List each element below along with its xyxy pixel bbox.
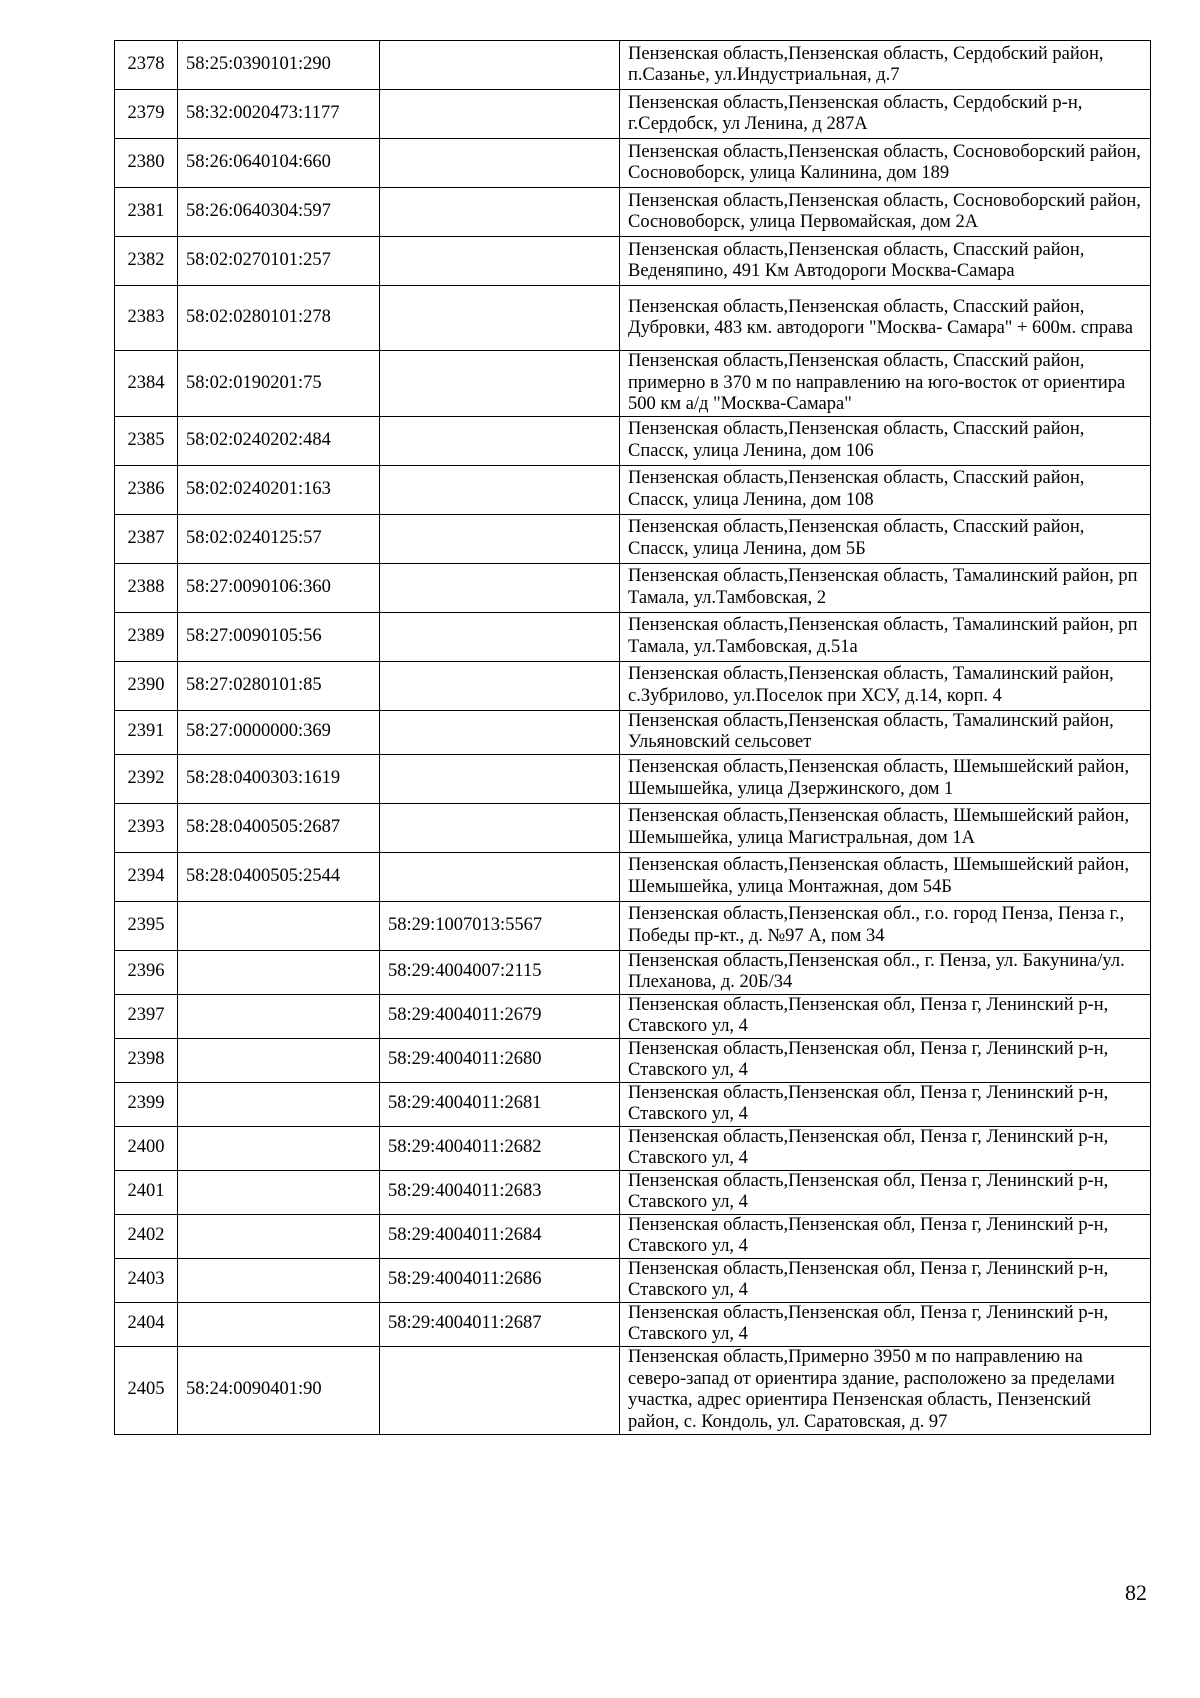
row-number-cell: 2392: [115, 754, 178, 803]
building-cadastral-number-cell: 58:29:4004011:2683: [380, 1170, 620, 1214]
table-row: [115, 803, 1151, 852]
row-number-cell: 2385: [115, 416, 178, 465]
building-cadastral-number-cell: [380, 465, 620, 514]
row-number-cell: 2383: [115, 286, 178, 351]
table-row: [115, 612, 1151, 661]
address-cell: Пензенская область,Пензенская область, Спасский район, Спасск, улица Ленина, дом 106: [620, 416, 1151, 465]
table-row: [115, 465, 1151, 514]
table-row: [115, 754, 1151, 803]
table-row: [115, 950, 1151, 994]
row-number-cell: 2381: [115, 188, 178, 237]
cadastral-number-cell: 58:27:0090105:56: [178, 612, 380, 661]
cadastral-number-cell: [178, 1126, 380, 1170]
building-cadastral-number-cell: [380, 41, 620, 90]
address-cell: Пензенская область,Пензенская область, Спасский район, Спасск, улица Ленина, дом 5Б: [620, 514, 1151, 563]
cadastral-number-cell: 58:32:0020473:1177: [178, 90, 380, 139]
row-number-cell: 2393: [115, 803, 178, 852]
row-number-cell: 2400: [115, 1126, 178, 1170]
address-cell: Пензенская область,Пензенская обл, Пенза г, Ленинский р-н, Ставского ул, 4: [620, 1170, 1151, 1214]
table-row: [115, 416, 1151, 465]
building-cadastral-number-cell: 58:29:4004011:2684: [380, 1214, 620, 1258]
row-number-cell: 2378: [115, 41, 178, 90]
cadastral-number-cell: [178, 1302, 380, 1346]
building-cadastral-number-cell: [380, 754, 620, 803]
table-row: [115, 41, 1151, 90]
address-cell: Пензенская область,Пензенская область, Тамалинский район, Ульяновский сельсовет: [620, 710, 1151, 754]
address-cell: Пензенская область,Пензенская область, Спасский район, Дубровки, 483 км. автодороги "Москва- Самара" + 600м. справа: [620, 286, 1151, 351]
row-number-cell: 2384: [115, 351, 178, 417]
row-number-cell: 2401: [115, 1170, 178, 1214]
address-cell: Пензенская область,Пензенская область, Сердобский район, п.Сазанье, ул.Индустриальная, д.7: [620, 41, 1151, 90]
building-cadastral-number-cell: [380, 1346, 620, 1434]
building-cadastral-number-cell: [380, 286, 620, 351]
cadastral-number-cell: 58:24:0090401:90: [178, 1346, 380, 1434]
cadastral-number-cell: [178, 950, 380, 994]
building-cadastral-number-cell: [380, 852, 620, 901]
row-number-cell: 2398: [115, 1038, 178, 1082]
building-cadastral-number-cell: [380, 563, 620, 612]
row-number-cell: 2394: [115, 852, 178, 901]
row-number-cell: 2379: [115, 90, 178, 139]
table-row: [115, 139, 1151, 188]
table-row: [115, 1126, 1151, 1170]
address-cell: Пензенская область,Пензенская область, Спасский район, Спасск, улица Ленина, дом 108: [620, 465, 1151, 514]
address-cell: Пензенская область,Пензенская область, Тамалинский район, рп Тамала, ул.Тамбовская, 2: [620, 563, 1151, 612]
row-number-cell: 2388: [115, 563, 178, 612]
table-row: [115, 661, 1151, 710]
table-row: [115, 286, 1151, 351]
row-number-cell: 2396: [115, 950, 178, 994]
table-row: [115, 1346, 1151, 1434]
address-cell: Пензенская область,Пензенская область, Спасский район, примерно в 370 м по направлению на юго-восток от ориентира 500 км а/д "Москва-Самара": [620, 351, 1151, 417]
row-number-cell: 2387: [115, 514, 178, 563]
cadastral-number-cell: 58:02:0240201:163: [178, 465, 380, 514]
address-cell: Пензенская область,Пензенская обл, Пенза г, Ленинский р-н, Ставского ул, 4: [620, 994, 1151, 1038]
cadastral-number-cell: 58:28:0400505:2687: [178, 803, 380, 852]
building-cadastral-number-cell: [380, 416, 620, 465]
table-row: [115, 852, 1151, 901]
cadastral-number-cell: 58:02:0240202:484: [178, 416, 380, 465]
cadastral-number-cell: [178, 901, 380, 950]
cadastral-number-cell: 58:27:0090106:360: [178, 563, 380, 612]
building-cadastral-number-cell: [380, 351, 620, 417]
table-row: [115, 563, 1151, 612]
building-cadastral-number-cell: [380, 612, 620, 661]
building-cadastral-number-cell: [380, 710, 620, 754]
building-cadastral-number-cell: [380, 139, 620, 188]
table-row: [115, 90, 1151, 139]
address-cell: Пензенская область,Примерно 3950 м по направлению на северо-запад от ориентира здание, расположено за пределами участка, адрес ориентира Пензенская область, Пензенский район, с. Кондоль, ул. Саратовская, д. 97: [620, 1346, 1151, 1434]
row-number-cell: 2395: [115, 901, 178, 950]
building-cadastral-number-cell: [380, 514, 620, 563]
table-row: [115, 1170, 1151, 1214]
building-cadastral-number-cell: [380, 237, 620, 286]
row-number-cell: 2389: [115, 612, 178, 661]
address-cell: Пензенская область,Пензенская область, Сосновоборский район, Сосновоборск, улица Калинина, дом 189: [620, 139, 1151, 188]
table-row: [115, 1258, 1151, 1302]
building-cadastral-number-cell: 58:29:1007013:5567: [380, 901, 620, 950]
cadastral-number-cell: [178, 1038, 380, 1082]
table-row: [115, 237, 1151, 286]
cadastral-number-cell: [178, 1170, 380, 1214]
building-cadastral-number-cell: 58:29:4004011:2682: [380, 1126, 620, 1170]
address-cell: Пензенская область,Пензенская область, Сердобский р-н, г.Сердобск, ул Ленина, д 287А: [620, 90, 1151, 139]
cadastral-number-cell: 58:02:0190201:75: [178, 351, 380, 417]
row-number-cell: 2390: [115, 661, 178, 710]
property-registry-table: [114, 40, 1151, 1435]
cadastral-number-cell: 58:02:0280101:278: [178, 286, 380, 351]
address-cell: Пензенская область,Пензенская обл, Пенза г, Ленинский р-н, Ставского ул, 4: [620, 1126, 1151, 1170]
cadastral-number-cell: 58:28:0400505:2544: [178, 852, 380, 901]
address-cell: Пензенская область,Пензенская обл, Пенза г, Ленинский р-н, Ставского ул, 4: [620, 1302, 1151, 1346]
table-row: [115, 1302, 1151, 1346]
table-row: [115, 994, 1151, 1038]
cadastral-number-cell: 58:26:0640104:660: [178, 139, 380, 188]
address-cell: Пензенская область,Пензенская обл, Пенза г, Ленинский р-н, Ставского ул, 4: [620, 1082, 1151, 1126]
building-cadastral-number-cell: 58:29:4004011:2680: [380, 1038, 620, 1082]
table-row: [115, 514, 1151, 563]
building-cadastral-number-cell: 58:29:4004011:2687: [380, 1302, 620, 1346]
cadastral-number-cell: [178, 994, 380, 1038]
cadastral-number-cell: [178, 1258, 380, 1302]
building-cadastral-number-cell: [380, 661, 620, 710]
address-cell: Пензенская область,Пензенская область, Шемышейский район, Шемышейка, улица Магистральная, дом 1А: [620, 803, 1151, 852]
building-cadastral-number-cell: [380, 803, 620, 852]
page-number: 82: [1125, 1580, 1147, 1605]
table-row: [115, 710, 1151, 754]
cadastral-number-cell: 58:02:0240125:57: [178, 514, 380, 563]
address-cell: Пензенская область,Пензенская обл, Пенза г, Ленинский р-н, Ставского ул, 4: [620, 1214, 1151, 1258]
address-cell: Пензенская область,Пензенская обл, Пенза г, Ленинский р-н, Ставского ул, 4: [620, 1038, 1151, 1082]
row-number-cell: 2386: [115, 465, 178, 514]
table-row: [115, 1214, 1151, 1258]
building-cadastral-number-cell: [380, 188, 620, 237]
row-number-cell: 2405: [115, 1346, 178, 1434]
table-row: [115, 1038, 1151, 1082]
table-row: [115, 901, 1151, 950]
row-number-cell: 2399: [115, 1082, 178, 1126]
address-cell: Пензенская область,Пензенская область, Сосновоборский район, Сосновоборск, улица Первомайская, дом 2А: [620, 188, 1151, 237]
table-row: [115, 351, 1151, 417]
row-number-cell: 2380: [115, 139, 178, 188]
address-cell: Пензенская область,Пензенская обл., г.о. город Пенза, Пенза г., Победы пр-кт., д. №97 А, пом 34: [620, 901, 1151, 950]
row-number-cell: 2402: [115, 1214, 178, 1258]
building-cadastral-number-cell: [380, 90, 620, 139]
building-cadastral-number-cell: 58:29:4004011:2681: [380, 1082, 620, 1126]
address-cell: Пензенская область,Пензенская область, Тамалинский район, рп Тамала, ул.Тамбовская, д.51а: [620, 612, 1151, 661]
table-row: [115, 1082, 1151, 1126]
address-cell: Пензенская область,Пензенская область, Шемышейский район, Шемышейка, улица Монтажная, дом 54Б: [620, 852, 1151, 901]
cadastral-number-cell: [178, 1214, 380, 1258]
row-number-cell: 2391: [115, 710, 178, 754]
row-number-cell: 2404: [115, 1302, 178, 1346]
cadastral-number-cell: 58:27:0280101:85: [178, 661, 380, 710]
address-cell: Пензенская область,Пензенская область, Шемышейский район, Шемышейка, улица Дзержинского, дом 1: [620, 754, 1151, 803]
cadastral-number-cell: 58:27:0000000:369: [178, 710, 380, 754]
building-cadastral-number-cell: 58:29:4004007:2115: [380, 950, 620, 994]
building-cadastral-number-cell: 58:29:4004011:2686: [380, 1258, 620, 1302]
row-number-cell: 2397: [115, 994, 178, 1038]
cadastral-number-cell: 58:26:0640304:597: [178, 188, 380, 237]
cadastral-number-cell: 58:25:0390101:290: [178, 41, 380, 90]
address-cell: Пензенская область,Пензенская обл, Пенза г, Ленинский р-н, Ставского ул, 4: [620, 1258, 1151, 1302]
address-cell: Пензенская область,Пензенская обл., г. Пенза, ул. Бакунина/ул. Плеханова, д. 20Б/34: [620, 950, 1151, 994]
cadastral-number-cell: 58:28:0400303:1619: [178, 754, 380, 803]
table-body: [115, 41, 1151, 1435]
cadastral-number-cell: 58:02:0270101:257: [178, 237, 380, 286]
address-cell: Пензенская область,Пензенская область, Тамалинский район, с.Зубрилово, ул.Поселок при ХСУ, д.14, корп. 4: [620, 661, 1151, 710]
address-cell: Пензенская область,Пензенская область, Спасский район, Веденяпино, 491 Км Автодороги Москва-Самара: [620, 237, 1151, 286]
table-row: [115, 188, 1151, 237]
cadastral-number-cell: [178, 1082, 380, 1126]
row-number-cell: 2403: [115, 1258, 178, 1302]
row-number-cell: 2382: [115, 237, 178, 286]
building-cadastral-number-cell: 58:29:4004011:2679: [380, 994, 620, 1038]
